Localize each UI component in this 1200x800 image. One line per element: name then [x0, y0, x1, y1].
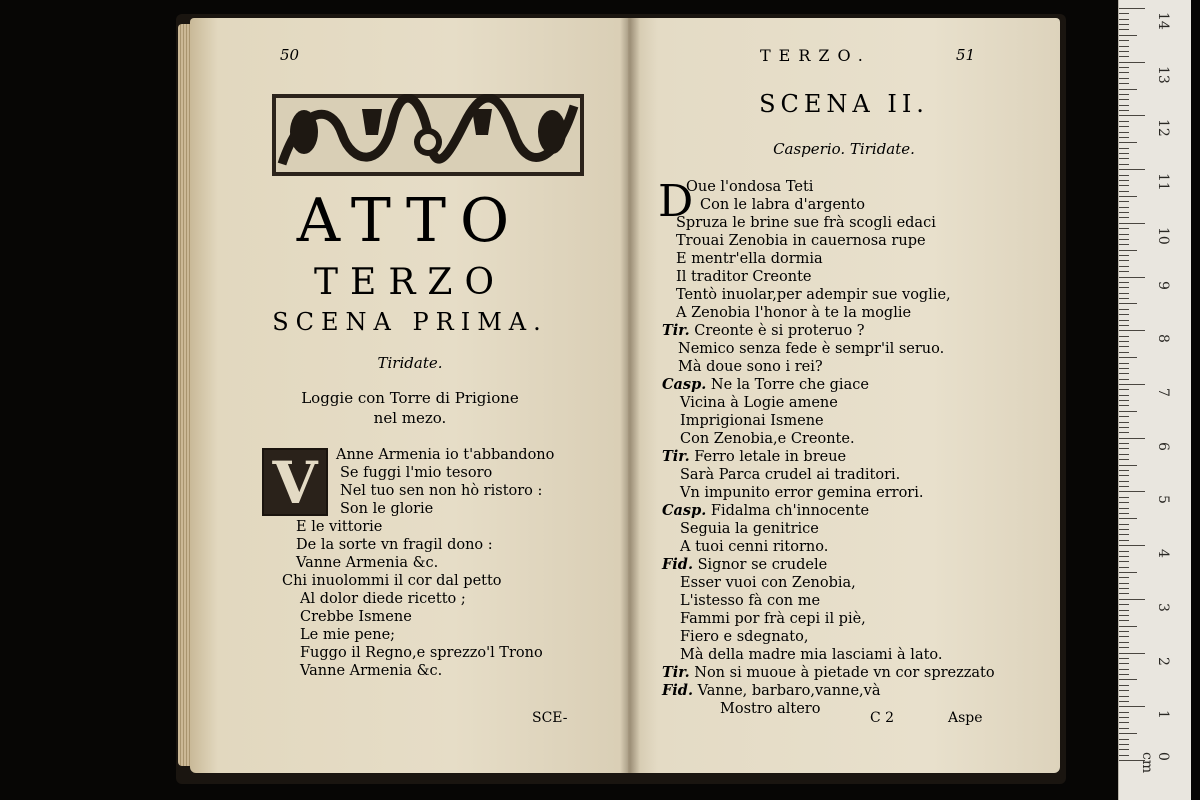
verse-line: Anne Armenia io t'abbandono	[336, 447, 555, 463]
ruler-tick	[1119, 620, 1129, 621]
act-title: ATTO	[296, 186, 524, 256]
ruler-tick	[1119, 459, 1129, 460]
ruler-number: 8	[1155, 334, 1171, 344]
ruler-tick	[1119, 379, 1129, 380]
dialogue-line: Fid. Vanne, barbaro,vanne,và	[662, 682, 881, 699]
ruler-tick	[1119, 669, 1129, 670]
ruler-tick	[1119, 175, 1129, 176]
ruler-tick	[1119, 255, 1129, 256]
ruler-number: 3	[1155, 602, 1171, 612]
dialogue-line: Vn impunito error gemina errori.	[680, 485, 924, 501]
ruler-tick	[1119, 593, 1129, 594]
ruler-tick	[1119, 293, 1129, 294]
verse-line: Crebbe Ismene	[300, 609, 412, 625]
dialogue-line: Mà doue sono i rei?	[678, 359, 823, 375]
ruler-tick	[1119, 389, 1129, 390]
ruler-tick	[1119, 239, 1129, 240]
ruler-tick	[1119, 83, 1129, 84]
ruler-tick	[1119, 615, 1129, 616]
ruler-tick	[1119, 739, 1129, 740]
ruler-tick	[1119, 706, 1145, 707]
verse-line: De la sorte vn fragil dono :	[296, 537, 493, 553]
ruler-tick	[1119, 577, 1129, 578]
ruler-tick	[1119, 137, 1129, 138]
scene-speaker: Tiridate.	[377, 354, 443, 372]
act-number: TERZO	[314, 262, 506, 303]
dialogue-line: Fid. Signor se crudele	[662, 556, 828, 573]
ruler-tick	[1119, 432, 1129, 433]
ruler-tick	[1119, 422, 1129, 423]
ruler-number: 6	[1155, 441, 1171, 451]
ruler-tick	[1119, 513, 1129, 514]
dialogue-line: Tir. Creonte è si proteruo ?	[662, 322, 865, 339]
ruler-tick	[1119, 277, 1145, 278]
verse-line: Al dolor diede ricetto ;	[300, 591, 466, 607]
ruler-tick	[1119, 29, 1129, 30]
right-page-number: 51	[956, 46, 976, 64]
ruler-tick	[1119, 121, 1129, 122]
ruler-tick	[1119, 583, 1129, 584]
ruler-tick	[1119, 540, 1129, 541]
ruler-number: 4	[1155, 549, 1171, 559]
right-catchword: Aspe	[948, 710, 983, 726]
ruler-tick	[1119, 180, 1129, 181]
ruler-tick	[1119, 185, 1129, 186]
ruler-tick	[1119, 642, 1129, 643]
ruler-tick	[1119, 72, 1129, 73]
dialogue-line: Imprigionai Ismene	[680, 413, 824, 429]
ruler-tick	[1119, 534, 1129, 535]
ruler-tick	[1119, 110, 1129, 111]
ruler-number: 14	[1155, 12, 1171, 30]
ruler-tick	[1119, 8, 1145, 9]
ruler-tick	[1119, 465, 1137, 466]
initial-letter: D	[658, 176, 694, 227]
ruler-tick	[1119, 529, 1129, 530]
ruler-tick	[1119, 400, 1129, 401]
ruler-tick	[1119, 701, 1129, 702]
dialogue-line: Sarà Parca crudel ai traditori.	[680, 467, 901, 483]
ruler-tick	[1119, 320, 1129, 321]
ruler-tick	[1119, 282, 1129, 283]
dialogue-line: Oue l'ondosa Teti	[686, 179, 814, 195]
ruler-tick	[1119, 142, 1137, 143]
ruler-tick	[1119, 244, 1129, 245]
ruler-tick	[1119, 115, 1145, 116]
drop-cap-initial	[262, 448, 328, 516]
ruler-tick	[1119, 733, 1137, 734]
ruler-tick	[1119, 604, 1129, 605]
ruler-tick	[1119, 330, 1145, 331]
ruler-tick	[1119, 314, 1129, 315]
ruler-number: 10	[1155, 226, 1171, 245]
dialogue-line: Fiero e sdegnato,	[680, 629, 809, 645]
ruler-tick	[1119, 448, 1129, 449]
scene-title-ii: SCENA II.	[759, 90, 929, 118]
dialogue-line: Fammi por frà cepi il piè,	[680, 611, 866, 627]
ruler-tick	[1119, 653, 1145, 654]
ruler-tick	[1119, 56, 1129, 57]
ruler-tick	[1119, 298, 1129, 299]
ruler-tick	[1119, 207, 1129, 208]
ruler-tick	[1119, 728, 1129, 729]
ruler-tick	[1119, 325, 1129, 326]
verse-line: Se fuggi l'mio tesoro	[340, 465, 493, 481]
right-running-head: TERZO.	[760, 46, 871, 65]
ruler-tick	[1119, 556, 1129, 557]
ruler-tick	[1119, 13, 1129, 14]
drop-cap-letter: V	[272, 449, 318, 517]
scene-title: SCENA PRIMA.	[272, 308, 548, 336]
ruler-tick	[1119, 427, 1129, 428]
ruler-tick	[1119, 126, 1129, 127]
ruler-tick	[1119, 169, 1145, 170]
dialogue-line: Tir. Ferro letale in breue	[662, 448, 847, 465]
dialogue-line: Trouai Zenobia in cauernosa rupe	[676, 233, 926, 249]
ruler-tick	[1119, 481, 1129, 482]
ruler-tick	[1119, 46, 1129, 47]
dialogue-line: Con Zenobia,e Creonte.	[680, 431, 855, 447]
dialogue-line: E mentr'ella dormia	[676, 251, 823, 267]
ruler-tick	[1119, 384, 1145, 385]
ruler-tick	[1119, 94, 1129, 95]
ruler-tick	[1119, 551, 1129, 552]
ruler-tick	[1119, 24, 1129, 25]
ruler-tick	[1119, 78, 1129, 79]
dialogue-line: Spruza le brine sue frà scogli edaci	[676, 215, 936, 231]
left-page-number: 50	[280, 46, 300, 64]
ruler-tick	[1119, 475, 1129, 476]
ruler-tick	[1119, 341, 1129, 342]
ruler-tick	[1119, 717, 1129, 718]
ruler-tick	[1119, 191, 1129, 192]
dialogue-line: A tuoi cenni ritorno.	[680, 539, 829, 555]
ruler-tick	[1119, 148, 1129, 149]
dialogue-line: Mà della madre mia lasciami à lato.	[680, 647, 943, 663]
ruler-tick	[1119, 599, 1145, 600]
ruler-tick	[1119, 303, 1137, 304]
ruler-tick	[1119, 470, 1129, 471]
ruler-tick	[1119, 228, 1129, 229]
ruler-tick	[1119, 309, 1129, 310]
ruler-tick	[1119, 164, 1129, 165]
ruler-tick	[1119, 266, 1129, 267]
dialogue-line: Vicina à Logie amene	[680, 395, 838, 411]
setting-line-1: Loggie con Torre di Prigione	[301, 389, 519, 407]
ruler-tick	[1119, 712, 1129, 713]
ruler-tick	[1119, 260, 1129, 261]
dialogue-line: Tentò inuolar,per adempir sue voglie,	[676, 287, 951, 303]
woodcut-ornament-header	[272, 94, 584, 176]
verse-line: Son le glorie	[340, 501, 434, 517]
ruler-tick	[1119, 636, 1129, 637]
ruler-tick	[1119, 744, 1129, 745]
ruler-number: 13	[1155, 65, 1171, 84]
verse-line: Vanne Armenia &c.	[300, 663, 443, 679]
ruler-tick	[1119, 722, 1129, 723]
ruler-tick	[1119, 588, 1129, 589]
verse-line: Chi inuolommi il cor dal petto	[282, 573, 502, 589]
verse-line: Fuggo il Regno,e sprezzo'l Trono	[300, 645, 543, 661]
ruler-tick	[1119, 158, 1129, 159]
ruler-tick	[1119, 405, 1129, 406]
ruler-tick	[1119, 35, 1137, 36]
ruler-tick	[1119, 357, 1137, 358]
ruler-tick	[1119, 567, 1129, 568]
ruler-tick	[1119, 217, 1129, 218]
ruler-tick	[1119, 502, 1129, 503]
dialogue-line: Casp. Fidalma ch'innocente	[662, 502, 870, 519]
ruler-tick	[1119, 271, 1129, 272]
ruler-tick	[1119, 561, 1129, 562]
dialogue-line: Seguia la genitrice	[680, 521, 819, 537]
ruler-number: 1	[1155, 710, 1171, 720]
ruler-tick	[1119, 497, 1129, 498]
ruler-tick	[1119, 89, 1137, 90]
dialogue-line: Tir. Non si muoue à pietade vn cor sprezzato	[662, 664, 995, 681]
ruler-tick	[1119, 663, 1129, 664]
verse-line: Vanne Armenia &c.	[296, 555, 439, 571]
ruler-tick	[1119, 690, 1129, 691]
ruler-tick	[1119, 196, 1137, 197]
ruler-tick	[1119, 443, 1129, 444]
ruler-tick	[1119, 411, 1137, 412]
ruler-tick	[1119, 223, 1145, 224]
ruler-tick	[1119, 658, 1129, 659]
ruler-number: 5	[1155, 495, 1171, 505]
signature-mark: C 2	[870, 710, 895, 726]
setting-line-2: nel mezo.	[373, 409, 447, 427]
ruler-tick	[1119, 685, 1129, 686]
ruler-tick	[1119, 62, 1145, 63]
ruler-tick	[1119, 491, 1145, 492]
ruler-tick	[1119, 755, 1129, 756]
ruler-tick	[1119, 287, 1129, 288]
dialogue-line: Con le labra d'argento	[700, 197, 865, 213]
ruler-tick	[1119, 679, 1137, 680]
ruler-number: 9	[1155, 280, 1171, 290]
ruler-tick	[1119, 395, 1129, 396]
ruler-tick	[1119, 336, 1129, 337]
ruler-tick	[1119, 67, 1129, 68]
dialogue-line: A Zenobia l'honor à te la moglie	[676, 305, 912, 321]
ruler-tick	[1119, 631, 1129, 632]
verse-line: Le mie pene;	[300, 627, 396, 643]
book-gutter	[620, 18, 640, 773]
ruler-tick	[1119, 545, 1145, 546]
scene-characters: Casperio. Tiridate.	[773, 140, 915, 158]
ruler-tick	[1119, 212, 1129, 213]
ruler-tick	[1119, 626, 1137, 627]
dialogue-line: Casp. Ne la Torre che giace	[662, 376, 869, 393]
ruler-tick	[1119, 368, 1129, 369]
verse-line: Nel tuo sen non hò ristoro :	[340, 483, 543, 499]
ruler-tick	[1119, 99, 1129, 100]
ruler-tick	[1119, 19, 1129, 20]
ruler-tick	[1119, 486, 1129, 487]
ruler-tick	[1119, 51, 1129, 52]
dialogue-line: L'istesso fà con me	[680, 593, 821, 609]
dialogue-line: Il traditor Creonte	[676, 269, 812, 285]
ruler-number: 11	[1155, 173, 1171, 191]
ruler-tick	[1119, 132, 1129, 133]
ruler-tick	[1119, 416, 1129, 417]
dialogue-line: Esser vuoi con Zenobia,	[680, 575, 856, 591]
ruler-tick	[1119, 352, 1129, 353]
left-catchword: SCE-	[532, 710, 568, 726]
ruler-tick	[1119, 696, 1129, 697]
dialogue-line: Mostro altero	[720, 701, 821, 717]
ruler-number: 7	[1155, 388, 1171, 397]
ruler-number: 12	[1155, 119, 1171, 138]
ruler-tick	[1119, 508, 1129, 509]
ruler-tick	[1119, 234, 1129, 235]
ruler-number: 2	[1155, 656, 1171, 666]
ruler-tick	[1119, 572, 1137, 573]
ruler-tick	[1119, 250, 1137, 251]
ruler-tick	[1119, 438, 1145, 439]
ruler-tick	[1119, 674, 1129, 675]
ruler-tick	[1119, 201, 1129, 202]
measurement-ruler	[1118, 0, 1191, 800]
ruler-unit-label: 0 cm	[1139, 752, 1171, 774]
verse-line: E le vittorie	[296, 519, 383, 535]
ruler-tick	[1119, 518, 1137, 519]
ruler-tick	[1119, 373, 1129, 374]
ruler-tick	[1119, 363, 1129, 364]
ruler-tick	[1119, 524, 1129, 525]
ruler-tick	[1119, 454, 1129, 455]
dialogue-line: Nemico senza fede è sempr'il seruo.	[678, 341, 945, 357]
ruler-tick	[1119, 153, 1129, 154]
ruler-tick	[1119, 105, 1129, 106]
ruler-tick	[1119, 40, 1129, 41]
ruler-tick	[1119, 647, 1129, 648]
ruler-tick	[1119, 610, 1129, 611]
ruler-tick	[1119, 749, 1129, 750]
ruler-tick	[1119, 346, 1129, 347]
